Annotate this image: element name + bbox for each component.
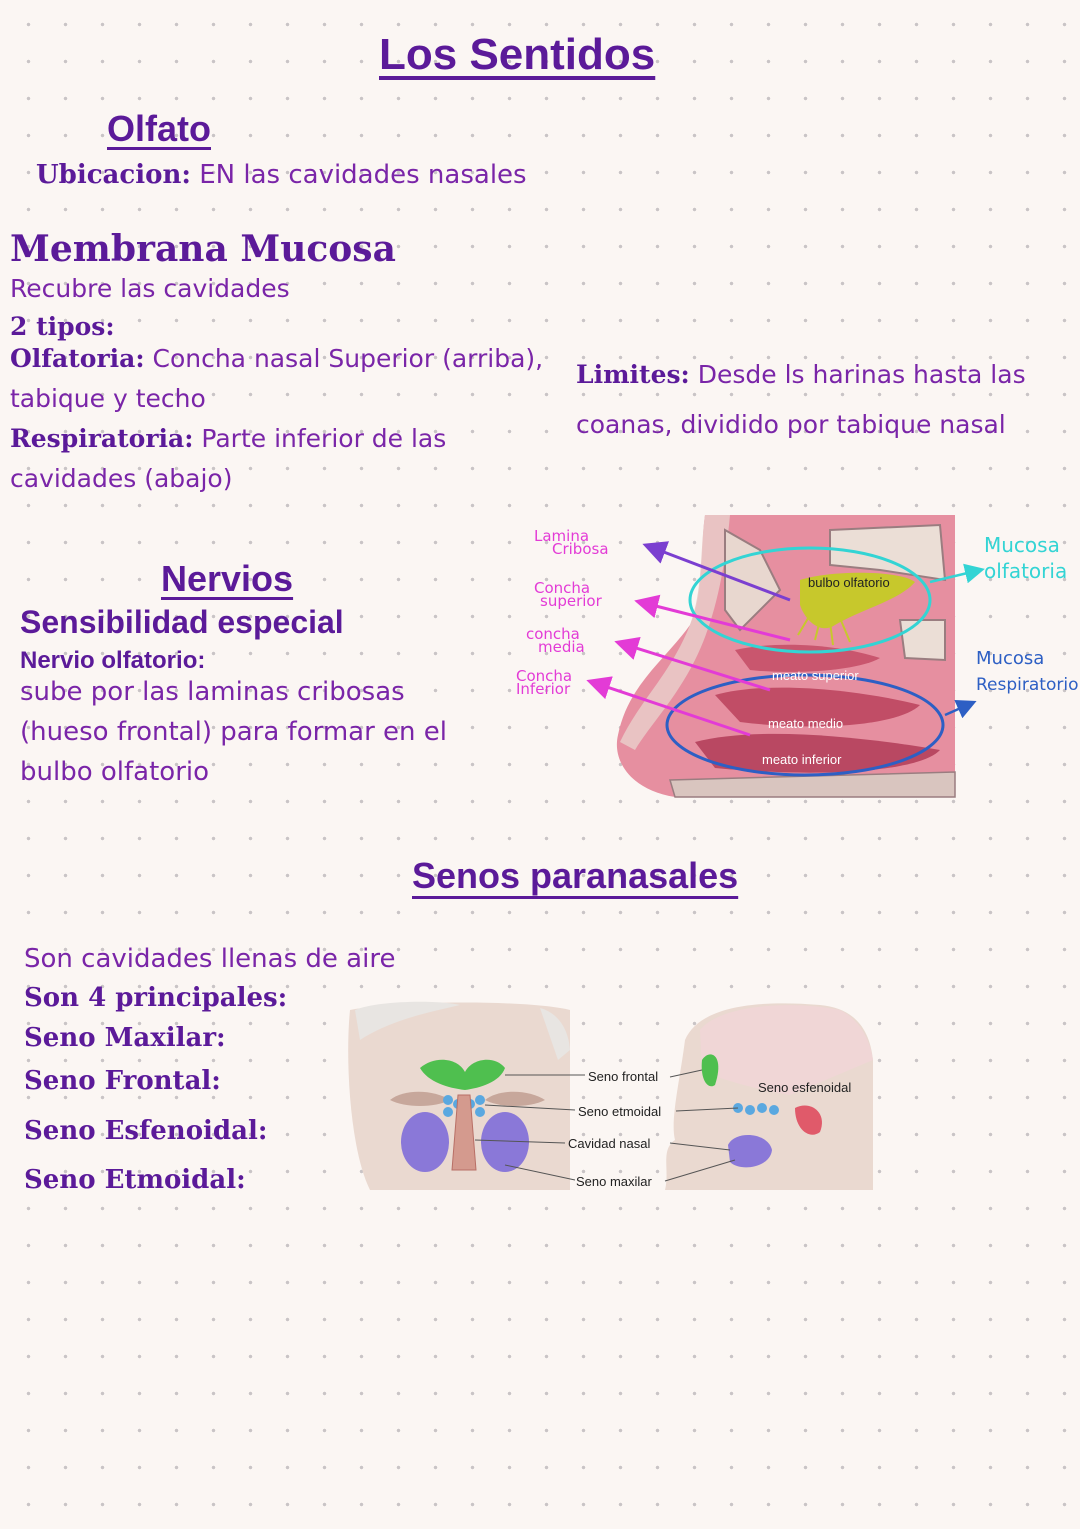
- label-seno-maxilar: Seno maxilar: [576, 1174, 652, 1189]
- membrana-heading: Membrana Mucosa: [10, 228, 396, 270]
- label-concha-inferior: [516, 667, 573, 698]
- nervios-line3: bulbo olfatorio: [20, 757, 210, 787]
- label-mucosa-respiratoria: [976, 646, 1078, 698]
- label-seno-esfenoidal: Seno esfenoidal: [758, 1080, 852, 1095]
- olfatoria-value2: tabique y techo: [10, 384, 206, 413]
- label-lamina-cribosa: [534, 527, 609, 558]
- limites-value2: coanas, dividido por tabique nasal: [576, 410, 1006, 439]
- nervios-heading: Nervios: [161, 558, 294, 599]
- label-concha-inf-2: Inferior: [516, 680, 571, 698]
- label-mucosa-olf-1: Mucosa: [984, 533, 1060, 557]
- nervios-line2: (hueso frontal) para formar en el: [20, 717, 448, 747]
- limites-line: [576, 360, 1026, 389]
- label-concha-media: [526, 625, 585, 656]
- ubicacion-line: [36, 160, 527, 190]
- seno-item-frontal: Seno Frontal:: [24, 1066, 221, 1096]
- label-concha-med-1: concha: [526, 625, 580, 643]
- senos-line1: Son cavidades llenas de aire: [24, 944, 396, 974]
- sinus-illustration: [340, 1000, 875, 1192]
- seno-item-esfenoidal: Seno Esfenoidal:: [24, 1116, 268, 1146]
- label-seno-frontal: Seno frontal: [588, 1069, 659, 1084]
- nervios-line1: sube por las laminas cribosas: [20, 677, 405, 707]
- seno-item-etmoidal: Seno Etmoidal:: [24, 1165, 246, 1195]
- label-mucosa-resp-2: Respiratorio: [976, 675, 1079, 695]
- respiratoria-value2: cavidades (abajo): [10, 464, 233, 493]
- limites-label: Limites:: [576, 360, 690, 389]
- nervio-label: Nervio olfatorio:: [20, 647, 206, 674]
- membrana-line1: Recubre las cavidades: [10, 274, 290, 303]
- label-lamina-1: Lamina: [534, 527, 590, 545]
- respiratoria-line: [10, 424, 446, 453]
- ubicacion-label: Ubicacion:: [36, 160, 191, 190]
- ubicacion-value: EN las cavidades nasales: [199, 160, 527, 190]
- label-lamina-2: Cribosa: [552, 540, 609, 558]
- label-concha-sup-2: superior: [540, 592, 602, 610]
- label-cavidad-nasal: Cavidad nasal: [568, 1136, 651, 1151]
- maxilar-left-shape: [401, 1112, 449, 1172]
- sinus-diagram: [340, 1000, 875, 1192]
- label-concha-sup-1: Concha: [534, 579, 591, 597]
- respiratoria-value1: Parte inferior de las: [201, 424, 447, 453]
- olfato-heading: Olfato: [107, 108, 211, 149]
- label-seno-etmoidal: Seno etmoidal: [578, 1104, 662, 1119]
- page-title: Los Sentidos: [379, 30, 656, 79]
- nervios-sub: Sensibilidad especial: [20, 604, 344, 640]
- label-concha-med-2: media: [538, 638, 585, 656]
- respiratoria-label: Respiratoria:: [10, 424, 194, 453]
- senos-heading: Senos paranasales: [412, 855, 739, 896]
- label-concha-inf-1: Concha: [516, 667, 573, 685]
- senos-principales: Son 4 principales:: [24, 983, 288, 1013]
- label-mucosa-resp-1: Mucosa: [976, 648, 1045, 669]
- seno-item-maxilar: Seno Maxilar:: [24, 1023, 226, 1053]
- nasal-cavity-diagram: [500, 510, 1080, 805]
- label-mucosa-olf-2: olfatoria: [984, 559, 1068, 583]
- label-meato-superior: meato superior: [772, 668, 859, 683]
- olfatoria-line: [10, 344, 543, 373]
- olfatoria-label: Olfatoria:: [10, 344, 145, 373]
- label-mucosa-olfatoria: [984, 532, 1067, 584]
- label-meato-medio: meato medio: [768, 716, 844, 731]
- label-meato-inferior: meato inferior: [762, 752, 842, 767]
- olfatoria-value1: Concha nasal Superior (arriba),: [152, 344, 544, 373]
- membrana-tipos: 2 tipos:: [10, 312, 115, 341]
- label-concha-superior: [534, 579, 602, 610]
- label-bulbo: bulbo olfatorio: [808, 575, 890, 590]
- limites-value1: Desde ls harinas hasta las: [697, 360, 1026, 389]
